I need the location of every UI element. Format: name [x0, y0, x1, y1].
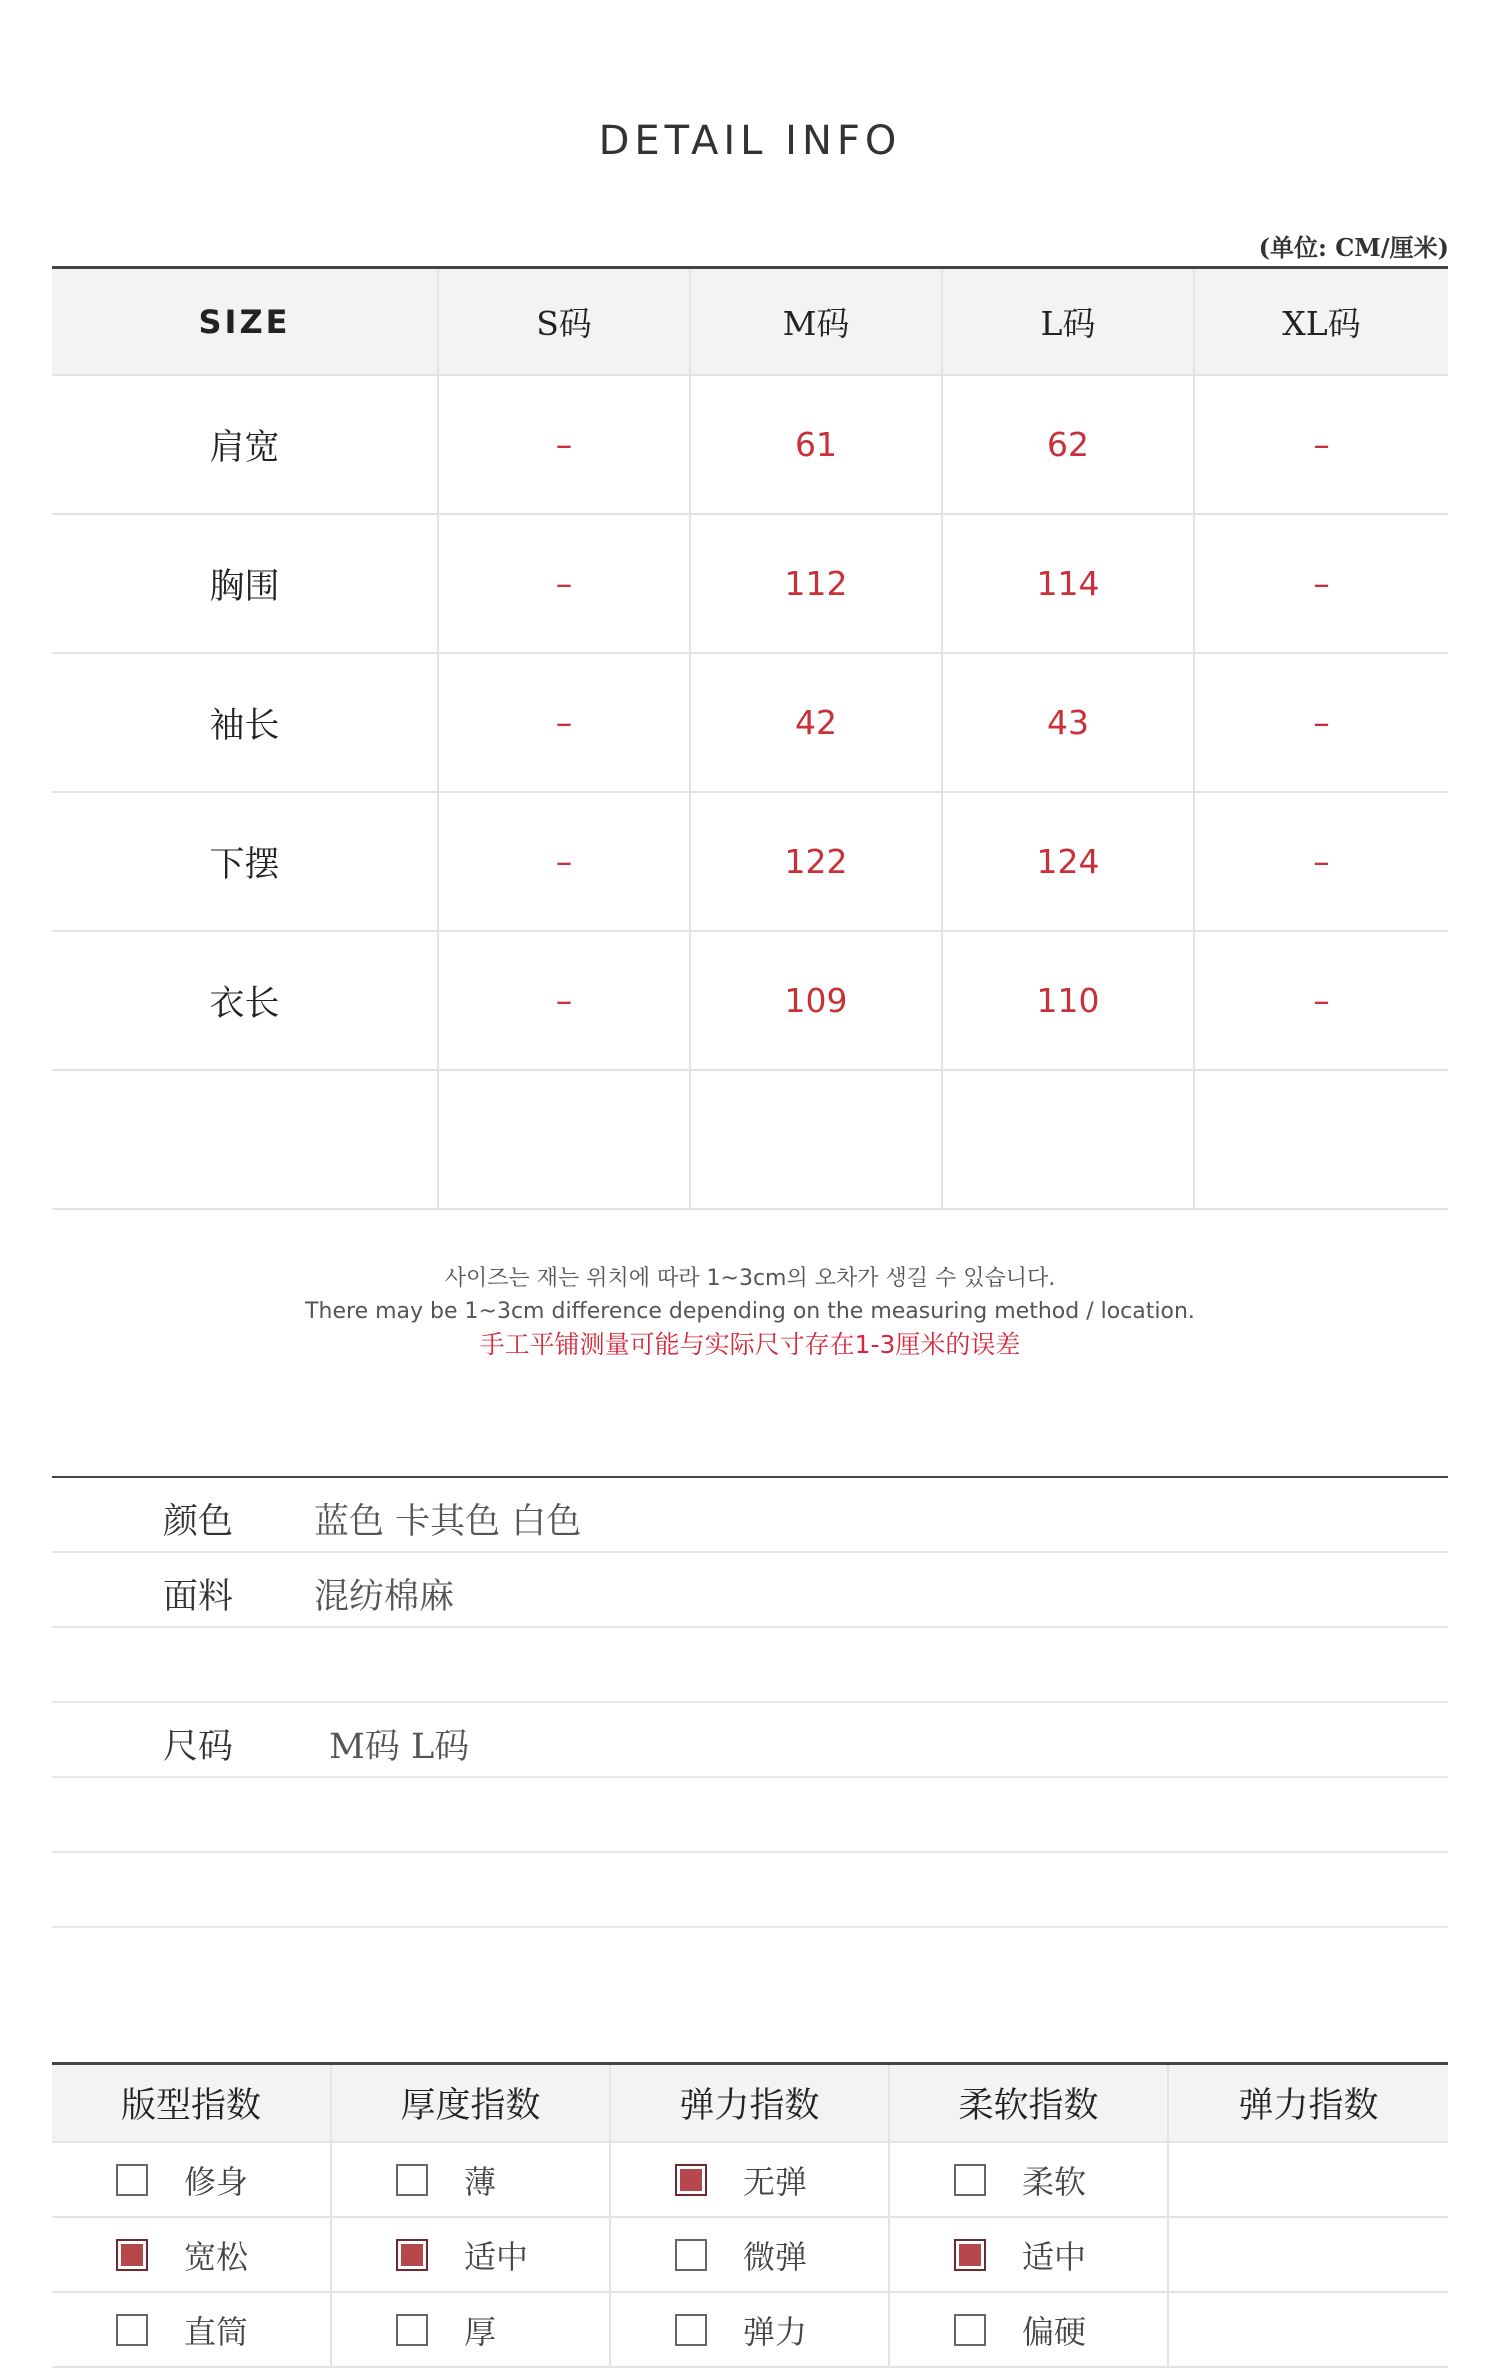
- row-label: 衣长: [52, 931, 438, 1070]
- cell-value: 122: [690, 792, 942, 931]
- index-cell: [52, 2142, 331, 2217]
- row-label: [52, 1070, 438, 1209]
- index-cell: [331, 2217, 610, 2292]
- cell-value: 109: [690, 931, 942, 1070]
- index-option: [611, 2218, 888, 2291]
- index-cell: [1168, 2142, 1448, 2217]
- index-cell: [52, 2217, 331, 2292]
- info-value: M码 L码: [329, 1727, 470, 1767]
- cell-value: –: [1194, 792, 1448, 931]
- cell-value: 42: [690, 653, 942, 792]
- table-row-empty: [52, 1070, 1448, 1209]
- thickness-index-header: 厚度指数: [331, 2064, 610, 2143]
- size-s-header: S码: [438, 268, 690, 376]
- info-row-empty: [52, 1778, 1448, 1853]
- table-row: [52, 375, 1448, 514]
- index-cell: [889, 2292, 1168, 2367]
- softness-index-header: 柔软指数: [889, 2064, 1168, 2143]
- row-label: 袖长: [52, 653, 438, 792]
- index-option: [52, 2218, 330, 2291]
- unchecked-checkbox-icon: [954, 2314, 986, 2346]
- option-label: 适中: [1022, 2237, 1087, 2276]
- index-cell: [610, 2217, 889, 2292]
- option-label: 弹力: [743, 2312, 808, 2351]
- index-cell: [331, 2142, 610, 2217]
- elasticity-index-header: 弹力指数: [610, 2064, 889, 2143]
- info-row-empty: [52, 1628, 1448, 1703]
- option-label: 宽松: [184, 2237, 249, 2276]
- index-cell: [52, 2292, 331, 2367]
- index-cell: [889, 2142, 1168, 2217]
- index-option: [332, 2218, 609, 2291]
- fit-index-header: 版型指数: [52, 2064, 331, 2143]
- size-l-header: L码: [942, 268, 1194, 376]
- unchecked-checkbox-icon: [396, 2314, 428, 2346]
- table-row: [52, 792, 1448, 931]
- size-table: [52, 266, 1448, 1210]
- option-label: 适中: [464, 2237, 529, 2276]
- index-cell: [610, 2142, 889, 2217]
- cell-value: 114: [942, 514, 1194, 653]
- index-cell: [610, 2292, 889, 2367]
- index-option: [52, 2293, 330, 2366]
- table-row: [52, 2142, 1448, 2217]
- option-label: 无弹: [743, 2162, 808, 2201]
- info-row-size: [52, 1703, 1448, 1778]
- info-label: 尺码: [163, 1727, 234, 1767]
- cell-value: –: [438, 375, 690, 514]
- cell-value: –: [438, 514, 690, 653]
- row-label: 下摆: [52, 792, 438, 931]
- unchecked-checkbox-icon: [954, 2164, 986, 2196]
- option-label: 偏硬: [1022, 2312, 1087, 2351]
- note-english: There may be 1~3cm difference depending on the measuring method / location.: [305, 1299, 1195, 1324]
- cell-value: 61: [690, 375, 942, 514]
- index-option: [611, 2143, 888, 2216]
- table-row: [52, 931, 1448, 1070]
- index-option: [52, 2143, 330, 2216]
- cell-value: 62: [942, 375, 1194, 514]
- cell-value: –: [1194, 653, 1448, 792]
- cell-value: [690, 1070, 942, 1209]
- cell-value: –: [438, 653, 690, 792]
- cell-value: 110: [942, 931, 1194, 1070]
- checked-checkbox-icon: [116, 2239, 148, 2271]
- index-option: [332, 2143, 609, 2216]
- index-table: [52, 2062, 1448, 2368]
- index-option: [890, 2143, 1167, 2216]
- row-label: 肩宽: [52, 375, 438, 514]
- info-value: 蓝色 卡其色 白色: [314, 1502, 582, 1542]
- info-row-color: [52, 1478, 1448, 1553]
- info-value: 混纺棉麻: [314, 1577, 455, 1617]
- cell-value: –: [438, 931, 690, 1070]
- index-header-row: [52, 2064, 1448, 2143]
- note-chinese: 手工平铺测量可能与实际尺寸存在1-3厘米的误差: [479, 1330, 1021, 1359]
- checked-checkbox-icon: [396, 2239, 428, 2271]
- size-xl-header: XL码: [1194, 268, 1448, 376]
- cell-value: –: [438, 792, 690, 931]
- option-label: 厚: [464, 2312, 497, 2351]
- size-table-header-row: [52, 268, 1448, 376]
- index-option: [611, 2293, 888, 2366]
- unit-note: (单位: CM/厘米): [1258, 233, 1449, 262]
- info-row-empty: [52, 1853, 1448, 1928]
- table-row: [52, 514, 1448, 653]
- cell-value: [438, 1070, 690, 1209]
- checked-checkbox-icon: [675, 2164, 707, 2196]
- index-cell: [1168, 2292, 1448, 2367]
- note-korean: 사이즈는 재는 위치에 따라 1~3cm의 오차가 생길 수 있습니다.: [444, 1266, 1056, 1291]
- index-cell: [1168, 2217, 1448, 2292]
- cell-value: 124: [942, 792, 1194, 931]
- elasticity-index-header-2: 弹力指数: [1168, 2064, 1448, 2143]
- cell-value: 43: [942, 653, 1194, 792]
- cell-value: 112: [690, 514, 942, 653]
- option-label: 微弹: [743, 2237, 808, 2276]
- info-row-fabric: [52, 1553, 1448, 1628]
- cell-value: –: [1194, 931, 1448, 1070]
- option-label: 修身: [184, 2162, 249, 2201]
- unchecked-checkbox-icon: [116, 2164, 148, 2196]
- row-label: 胸围: [52, 514, 438, 653]
- option-label: 柔软: [1022, 2162, 1087, 2201]
- index-option: [890, 2218, 1167, 2291]
- option-label: 直筒: [184, 2312, 249, 2351]
- size-header: SIZE: [52, 268, 438, 376]
- table-row: [52, 2217, 1448, 2292]
- page-title: DETAIL INFO: [598, 118, 902, 164]
- info-label: 面料: [163, 1577, 234, 1617]
- table-row: [52, 653, 1448, 792]
- index-option: [890, 2293, 1167, 2366]
- table-row: [52, 2292, 1448, 2367]
- unchecked-checkbox-icon: [116, 2314, 148, 2346]
- unchecked-checkbox-icon: [396, 2164, 428, 2196]
- cell-value: –: [1194, 514, 1448, 653]
- cell-value: –: [1194, 375, 1448, 514]
- cell-value: [1194, 1070, 1448, 1209]
- product-info: [52, 1476, 1448, 1928]
- index-option: [332, 2293, 609, 2366]
- info-label: 颜色: [163, 1502, 234, 1542]
- checked-checkbox-icon: [954, 2239, 986, 2271]
- cell-value: [942, 1070, 1194, 1209]
- measurement-notes: [0, 1262, 1500, 1361]
- index-cell: [889, 2217, 1168, 2292]
- unchecked-checkbox-icon: [675, 2314, 707, 2346]
- size-m-header: M码: [690, 268, 942, 376]
- index-cell: [331, 2292, 610, 2367]
- unchecked-checkbox-icon: [675, 2239, 707, 2271]
- option-label: 薄: [464, 2162, 497, 2201]
